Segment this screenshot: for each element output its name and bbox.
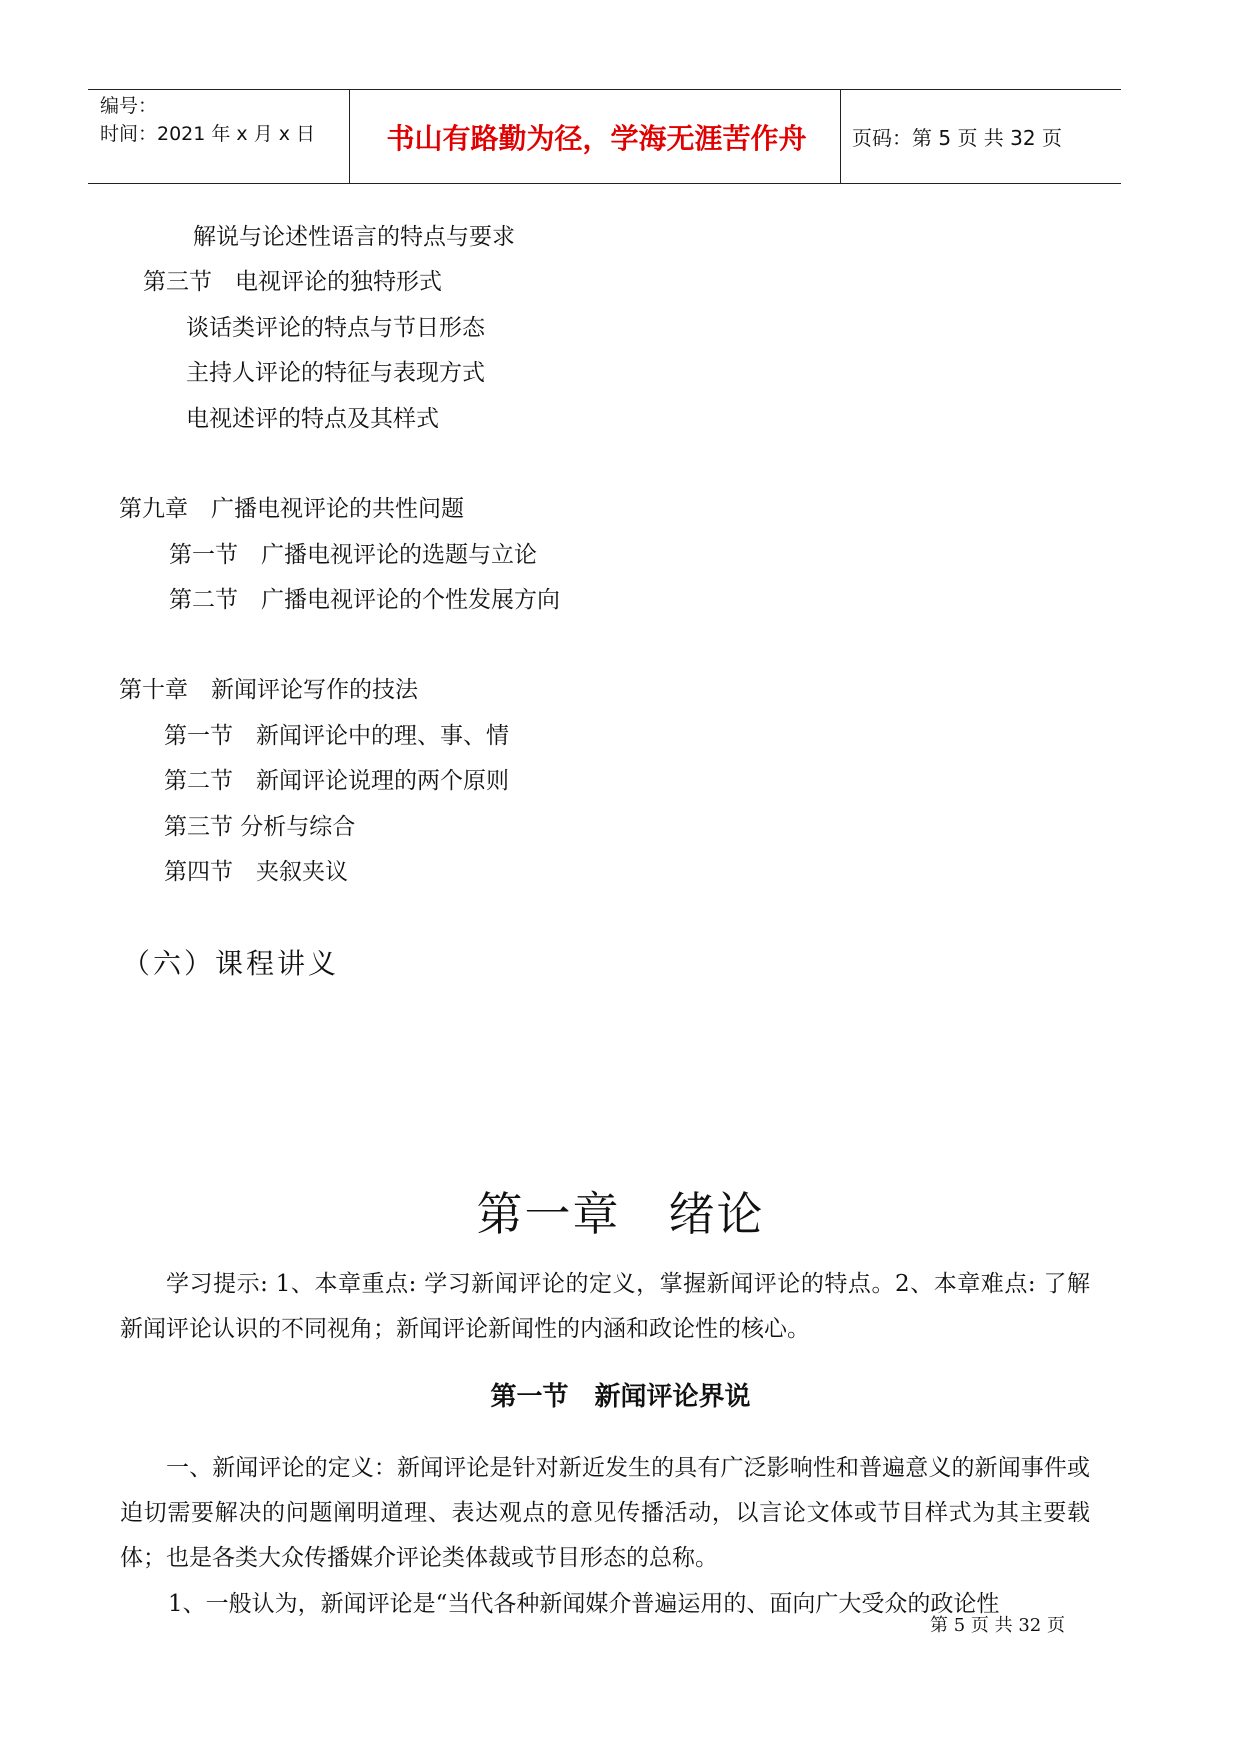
section-heading: （六）课程讲义 bbox=[122, 947, 340, 980]
page-header bbox=[88, 89, 1121, 184]
toc-line: 第一节 新闻评论中的理、事、情 bbox=[164, 723, 509, 749]
toc-line: 解说与论述性语言的特点与要求 bbox=[193, 224, 515, 250]
toc-line: 第一节 广播电视评论的选题与立论 bbox=[169, 542, 537, 568]
toc-line: 电视述评的特点及其样式 bbox=[186, 406, 439, 432]
header-page-info: 页码：第 5 页 共 32 页 bbox=[852, 126, 1062, 150]
toc-line: 第二节 新闻评论说理的两个原则 bbox=[164, 768, 509, 794]
toc-line: 第二节 广播电视评论的个性发展方向 bbox=[169, 587, 560, 613]
time-label: 时间：2021 年 x 月 x 日 bbox=[100, 123, 316, 145]
page-footer: 第 5 页 共 32 页 bbox=[930, 1615, 1065, 1636]
header-divider bbox=[840, 90, 841, 183]
study-tip-paragraph: 学习提示: 1、本章重点: 学习新闻评论的定义，掌握新闻评论的特点。2、本章难点: 了解新闻评论认识的不同视角；新闻评论新闻性的内涵和政论性的核心。 bbox=[120, 1271, 1090, 1342]
toc-line: 第三节 分析与综合 bbox=[164, 814, 356, 840]
header-motto: 书山有路勤为径，学海无涯苦作舟 bbox=[386, 121, 807, 155]
toc-line: 第三节 电视评论的独特形式 bbox=[143, 269, 442, 295]
body-paragraph: 1、一般认为，新闻评论是“当代各种新闻媒介普遍运用的、面向广大受众的政论性 bbox=[168, 1591, 1000, 1617]
header-meta bbox=[100, 92, 345, 148]
chapter-title: 第一章 绪论 bbox=[476, 1187, 765, 1241]
toc-line: 谈话类评论的特点与节日形态 bbox=[186, 315, 485, 341]
toc-line: 第四节 夹叙夹议 bbox=[164, 859, 348, 885]
definition-paragraph: 一、新闻评论的定义：新闻评论是针对新近发生的具有广泛影响性和普遍意义的新闻事件或迫切需要解决的问题阐明道理、表达观点的意见传播活动，以言论文体或节目样式为其主要载体；也是各类大众传播媒介评论类体裁或节目形态的总称。 bbox=[120, 1455, 1090, 1571]
toc-line: 第九章 广播电视评论的共性问题 bbox=[119, 496, 464, 522]
section-title: 第一节 新闻评论界说 bbox=[490, 1382, 751, 1412]
number-label: 编号： bbox=[100, 95, 158, 117]
toc-line: 主持人评论的特征与表现方式 bbox=[186, 360, 485, 386]
toc-line: 第十章 新闻评论写作的技法 bbox=[119, 677, 418, 703]
header-divider bbox=[349, 90, 350, 183]
